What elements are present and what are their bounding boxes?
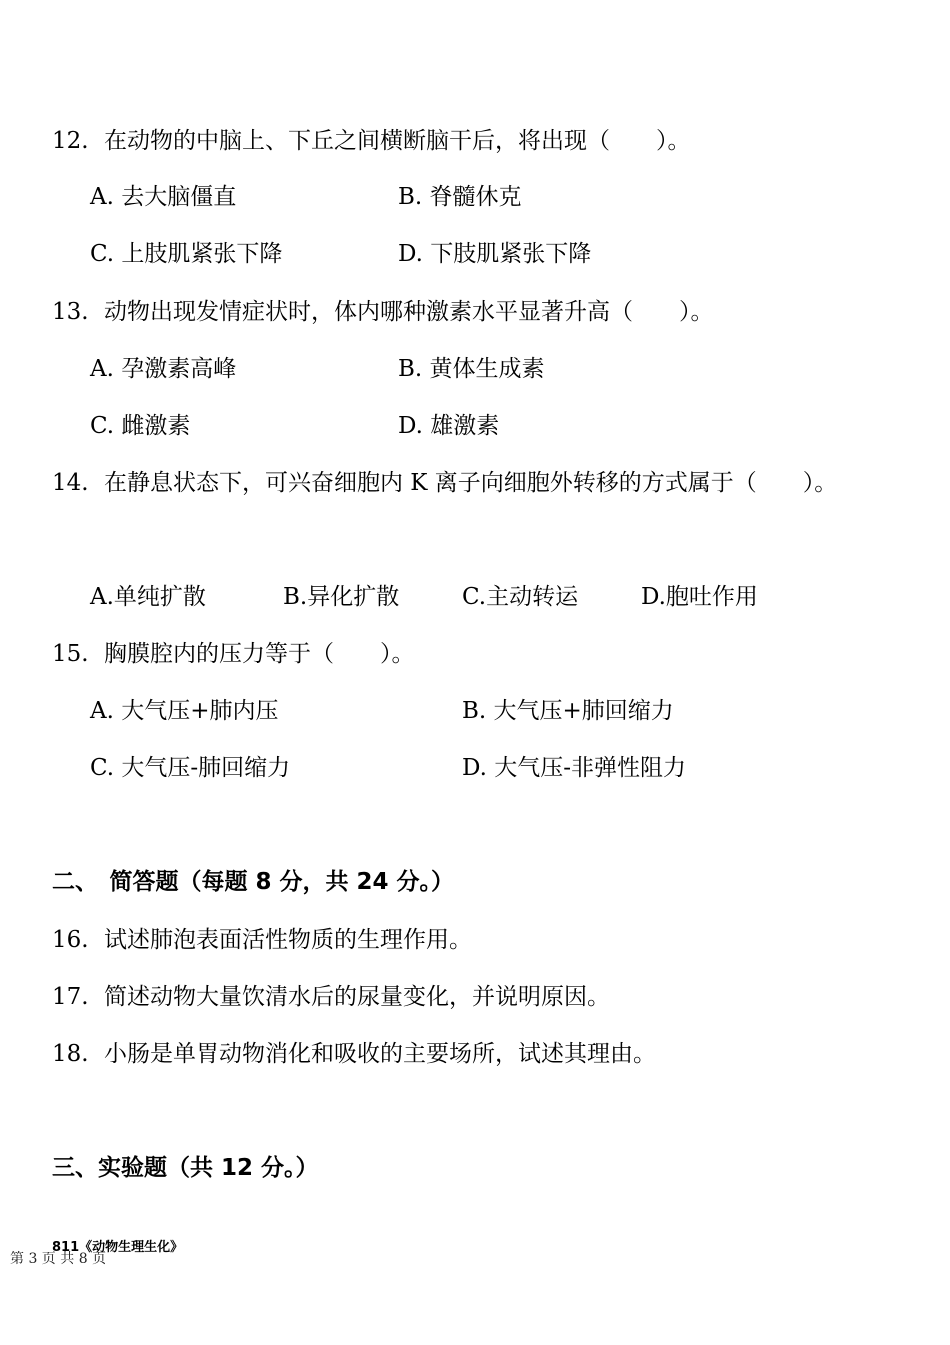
question-number: 14. — [52, 470, 89, 496]
question-number: 15. — [52, 641, 89, 667]
question-text: 小肠是单胃动物消化和吸收的主要场所，试述其理由。 — [104, 1041, 656, 1067]
option-c: C. 雌激素 — [90, 413, 191, 439]
option-c: C. 大气压-肺回缩力 — [90, 755, 291, 781]
question-text: 动物出现发情症状时，体内哪种激素水平显著升高（ ）。 — [104, 299, 714, 325]
question-15 — [52, 639, 415, 669]
question-17 — [52, 982, 610, 1012]
option-b: B. 黄体生成素 — [398, 356, 545, 382]
question-text: 简述动物大量饮清水后的尿量变化，并说明原因。 — [104, 984, 610, 1010]
question-text: 胸膜腔内的压力等于（ ）。 — [104, 641, 415, 667]
option-a: A. 去大脑僵直 — [90, 184, 237, 210]
course-title: 811《动物生理生化》 — [52, 1240, 184, 1255]
page-number: 第 3 页 共 8 页 — [10, 1251, 107, 1267]
question-14 — [52, 468, 838, 498]
question-number: 13. — [52, 299, 89, 325]
question-number: 18. — [52, 1041, 89, 1067]
question-16 — [52, 925, 472, 955]
option-b: B.异化扩散 — [283, 584, 400, 610]
option-d: D. 下肢肌紧张下降 — [398, 241, 592, 267]
question-12 — [52, 126, 691, 156]
option-b: B. 大气压+肺回缩力 — [462, 698, 674, 724]
option-a: A.单纯扩散 — [90, 584, 206, 610]
option-d: D.胞吐作用 — [641, 584, 758, 610]
question-18 — [52, 1039, 656, 1069]
option-a: A. 孕激素高峰 — [90, 356, 237, 382]
option-d: D. 大气压-非弹性阻力 — [462, 755, 687, 781]
section-2-heading: 二、 简答题（每题 8 分，共 24 分。） — [52, 869, 455, 895]
option-a: A. 大气压+肺内压 — [90, 698, 279, 724]
question-number: 17. — [52, 984, 89, 1010]
section-3-heading: 三、实验题（共 12 分。） — [52, 1155, 319, 1181]
option-c: C.主动转运 — [462, 584, 579, 610]
option-c: C. 上肢肌紧张下降 — [90, 241, 283, 267]
option-d: D. 雄激素 — [398, 413, 500, 439]
question-number: 16. — [52, 927, 89, 953]
question-text: 在静息状态下，可兴奋细胞内 K 离子向细胞外转移的方式属于（ ）。 — [104, 470, 838, 496]
question-13 — [52, 297, 714, 327]
question-text: 在动物的中脑上、下丘之间横断脑干后，将出现（ ）。 — [104, 128, 691, 154]
question-text: 试述肺泡表面活性物质的生理作用。 — [104, 927, 472, 953]
option-b: B. 脊髓休克 — [398, 184, 522, 210]
question-number: 12. — [52, 128, 89, 154]
